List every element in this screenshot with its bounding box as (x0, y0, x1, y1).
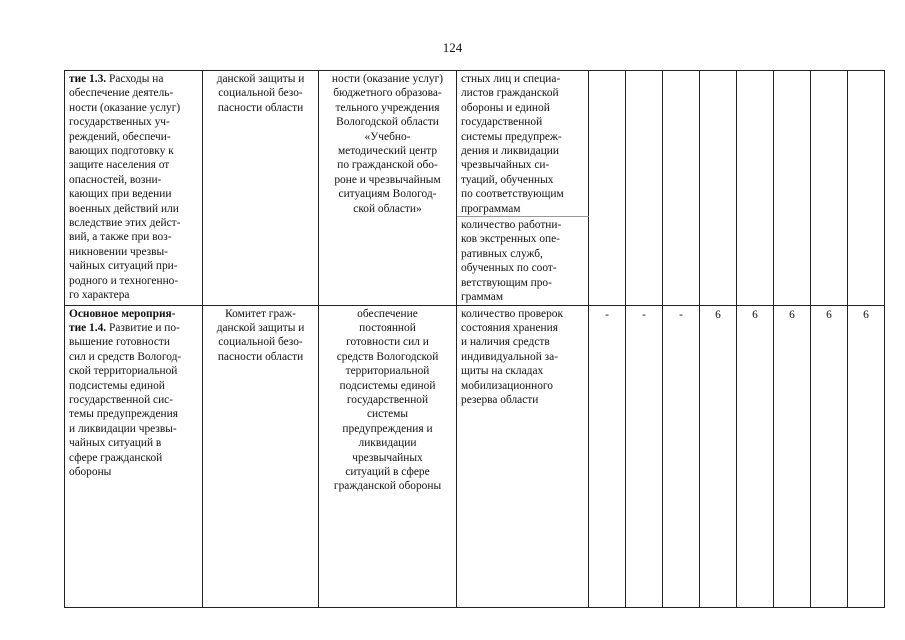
value-cell: 6 (774, 305, 811, 607)
value-cell (737, 71, 774, 306)
indicator-cell: количество работни- ков экстренных опе- ративных служб, обученных по соот- ветствующим про- граммам (457, 217, 589, 305)
program-table (64, 70, 885, 608)
value-cell: 6 (700, 305, 737, 607)
value-cell (774, 71, 811, 306)
indicator-cell: стных лиц и специа- листов гражданской обороны и единой государственной системы предупреж- дения и ликвидации чрезвычайных си- туаций, обученных по соответствующим программам (457, 71, 589, 217)
page-number: 124 (442, 40, 463, 55)
value-cell: 6 (848, 305, 885, 607)
value-cell (589, 71, 626, 306)
value-cell: - (663, 305, 700, 607)
table-row (65, 305, 885, 607)
value-cell: 6 (811, 305, 848, 607)
result-cell: обеспечение постоянной готовности сил и средств Вологодской территориальной подсистемы единой государственной системы предупреждения и ликвидации чрезвычайных ситуаций в сфере гражданской обороны (319, 305, 457, 607)
executor-cell: данской защиты и социальной безо- пасности области (203, 71, 319, 306)
indicator-cell: количество проверок состояния хранения и наличия средств индивидуальной за- щиты на складах мобилизационного резерва области (457, 305, 589, 607)
value-cell (626, 71, 663, 306)
executor-cell: Комитет граж- данской защиты и социальной безо- пасности области (203, 305, 319, 607)
activity-cell: тие 1.3. Расходы на обеспечение деятель- ности (оказание услуг) государственных уч- реждений, обеспечи- вающих подготовку к защите населения от опасностей, возни- кающих при ведении военных действий или вследствие этих дейст- вий, а также при воз- никновении чрезвы- чайных ситуаций при- родного и техногенно- го характера (65, 71, 203, 306)
value-cell (663, 71, 700, 306)
value-cell: - (626, 305, 663, 607)
value-cell (848, 71, 885, 306)
activity-cell: Основное мероприя- тие 1.4. Развитие и по- вышение готовности сил и средств Вологод- ской территориальной подсистемы единой государственной сис- темы предупреждения и ликвидации чрезвы- чайных ситуаций в сфере гражданской обороны (65, 305, 203, 607)
value-cell: - (589, 305, 626, 607)
table-row (65, 71, 885, 217)
value-cell (811, 71, 848, 306)
result-cell: ности (оказание услуг) бюджетного образова- тельного учреждения Вологодской области «Учебно- методический центр по гражданской обо- роне и чрезвычайным ситуациям Вологод- ской области» (319, 71, 457, 306)
value-cell: 6 (737, 305, 774, 607)
value-cell (700, 71, 737, 306)
